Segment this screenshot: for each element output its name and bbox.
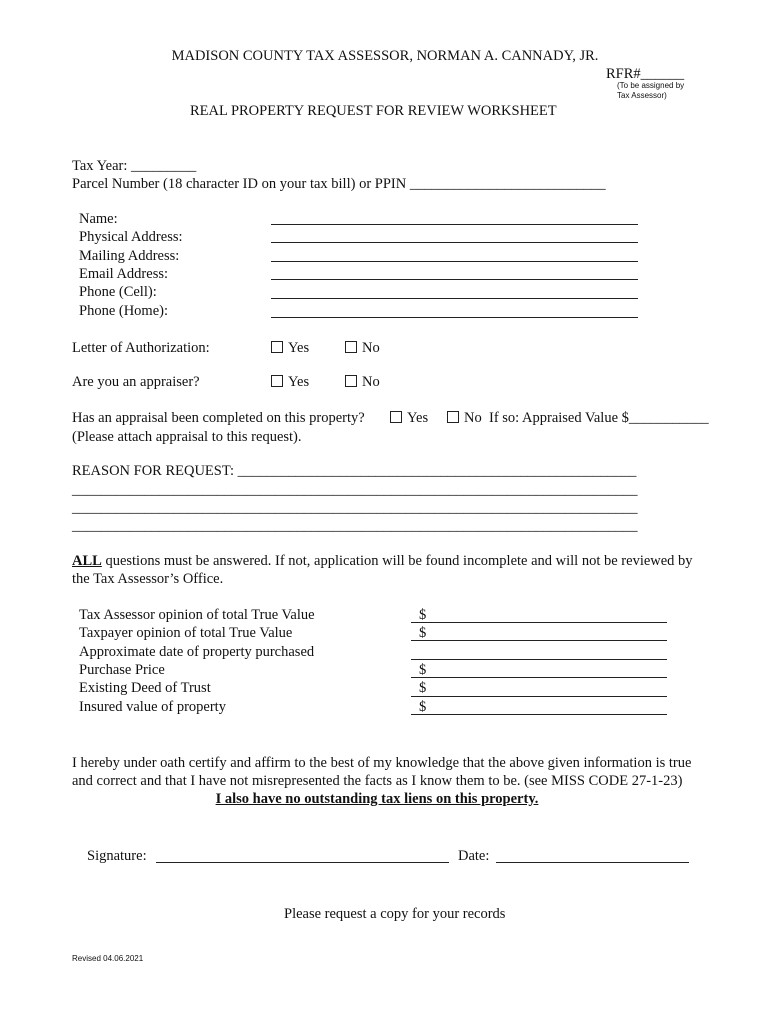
appraised-value-field[interactable]: If so: Appraised Value $___________: [489, 410, 709, 426]
rfr-note: Tax Assessor): [617, 91, 667, 100]
phone-home-label: Phone (Home):: [79, 303, 168, 319]
date-field[interactable]: [496, 862, 689, 863]
signature-label: Signature:: [87, 848, 147, 864]
certification-text: I hereby under oath certify and affirm to the best of my knowledge that the above given information is true: [72, 755, 692, 771]
appraiser-no-option[interactable]: [345, 373, 380, 391]
option-label: Yes: [288, 340, 310, 356]
option-label: No: [362, 374, 380, 390]
checkbox-icon[interactable]: [345, 341, 357, 353]
dollar-sign: $: [419, 607, 427, 623]
option-label: No: [464, 410, 482, 426]
tax-assessor-opinion-field[interactable]: [411, 622, 667, 623]
reason-field[interactable]: REASON FOR REQUEST: _______________________________________________________: [72, 463, 637, 479]
office-heading: MADISON COUNTY TAX ASSESSOR, NORMAN A. CANNADY, JR.: [171, 48, 599, 64]
purchase-price-field[interactable]: [411, 677, 667, 678]
appraisal-yes-option[interactable]: [390, 409, 428, 427]
option-label: Yes: [288, 374, 310, 390]
taxpayer-opinion-field[interactable]: [411, 640, 667, 641]
rfr-number: RFR#______: [606, 66, 685, 82]
purchase-date-label: Approximate date of property purchased: [79, 644, 315, 660]
purchase-price-label: Purchase Price: [79, 662, 165, 678]
tax-assessor-opinion-label: Tax Assessor opinion of total True Value: [79, 607, 315, 623]
reason-line[interactable]: ______________________________________________________________________________: [72, 500, 638, 516]
email-address-field[interactable]: [271, 279, 638, 280]
authorization-yes-option[interactable]: [271, 339, 309, 357]
physical-address-label: Physical Address:: [79, 229, 183, 245]
signature-field[interactable]: [156, 862, 449, 863]
notice-line: the Tax Assessor’s Office.: [72, 571, 224, 587]
revision-date: Revised 04.06.2021: [72, 954, 144, 963]
deed-of-trust-field[interactable]: [411, 696, 667, 697]
phone-cell-field[interactable]: [271, 298, 638, 299]
checkbox-icon[interactable]: [390, 411, 402, 423]
authorization-label: Letter of Authorization:: [72, 340, 210, 356]
reason-line[interactable]: ______________________________________________________________________________: [72, 518, 638, 534]
all-emphasis: ALL: [72, 553, 102, 569]
option-label: Yes: [407, 410, 429, 426]
email-address-label: Email Address:: [79, 266, 169, 282]
tax-liens-statement: [0, 790, 762, 808]
copy-note: Please request a copy for your records: [284, 906, 506, 922]
checkbox-icon[interactable]: [447, 411, 459, 423]
option-label: No: [362, 340, 380, 356]
insured-value-label: Insured value of property: [79, 699, 226, 715]
page-title: REAL PROPERTY REQUEST FOR REVIEW WORKSHEET: [190, 103, 557, 119]
date-label: Date:: [458, 848, 490, 864]
dollar-sign: $: [419, 625, 427, 641]
certification-text: and correct and that I have not misrepresented the facts as I know them to be. (see MISS CODE 27-1-23): [72, 773, 683, 789]
appraiser-yes-option[interactable]: [271, 373, 309, 391]
checkbox-icon[interactable]: [271, 375, 283, 387]
mailing-address-field[interactable]: [271, 261, 638, 262]
purchase-date-field[interactable]: [411, 659, 667, 660]
tax-liens-text: I also have no outstanding tax liens on this property.: [215, 791, 539, 807]
deed-of-trust-label: Existing Deed of Trust: [79, 680, 211, 696]
tax-year-field[interactable]: Tax Year: _________: [72, 158, 197, 174]
appraisal-question: Has an appraisal been completed on this property?: [72, 410, 365, 426]
physical-address-field[interactable]: [271, 242, 638, 243]
insured-value-field[interactable]: [411, 714, 667, 715]
notice-line: [72, 552, 693, 570]
name-field[interactable]: [271, 224, 638, 225]
authorization-no-option[interactable]: [345, 339, 380, 357]
rfr-note: (To be assigned by: [617, 81, 685, 90]
appraiser-label: Are you an appraiser?: [72, 374, 200, 390]
phone-cell-label: Phone (Cell):: [79, 284, 157, 300]
notice-text: questions must be answered. If not, application will be found incomplete and will not be reviewed by: [101, 553, 693, 569]
phone-home-field[interactable]: [271, 317, 638, 318]
mailing-address-label: Mailing Address:: [79, 248, 180, 264]
reason-line[interactable]: ______________________________________________________________________________: [72, 482, 638, 498]
checkbox-icon[interactable]: [345, 375, 357, 387]
taxpayer-opinion-label: Taxpayer opinion of total True Value: [79, 625, 293, 641]
checkbox-icon[interactable]: [271, 341, 283, 353]
name-label: Name:: [79, 211, 118, 227]
appraisal-no-option[interactable]: [447, 409, 482, 427]
dollar-sign: $: [419, 662, 427, 678]
appraisal-note: (Please attach appraisal to this request).: [72, 429, 302, 445]
parcel-number-field[interactable]: Parcel Number (18 character ID on your tax bill) or PPIN ___________________________: [72, 176, 606, 192]
dollar-sign: $: [419, 680, 427, 696]
dollar-sign: $: [419, 699, 427, 715]
